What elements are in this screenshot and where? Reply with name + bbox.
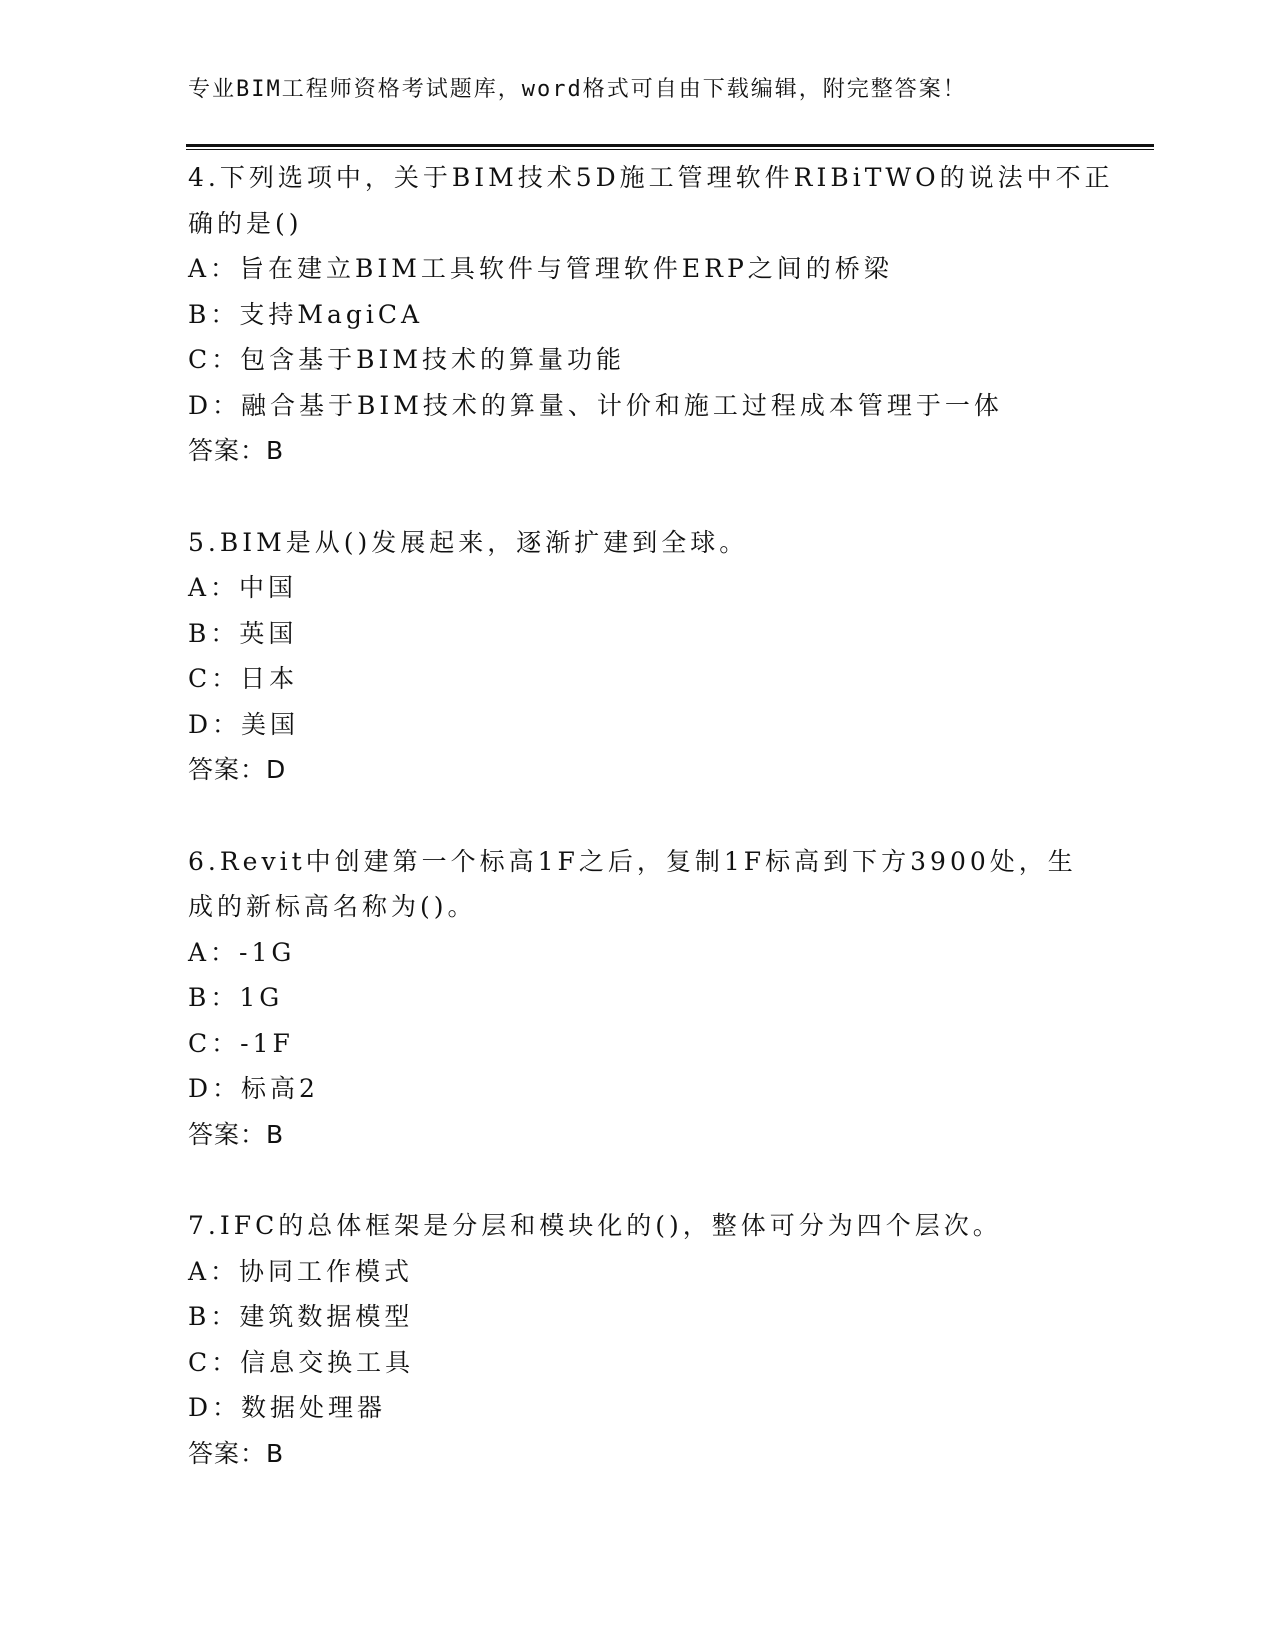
question-stem: 确的是() (188, 208, 303, 238)
option-b: B：英国 (188, 618, 298, 648)
option-b: B：支持MagiCA (188, 299, 424, 329)
option-d: D：标高2 (188, 1074, 319, 1103)
option-c: C：-1F (188, 1028, 294, 1058)
option-d: D：融合基于BIM技术的算量、计价和施工过程成本管理于一体 (188, 390, 1003, 420)
option-d: D：数据处理器 (188, 1393, 387, 1422)
question-stem: 4.下列选项中，关于BIM技术5D施工管理软件RIBiTWO的说法中不正 (188, 163, 1114, 192)
answer-text: 答案：B (188, 1119, 285, 1149)
option-b: B：建筑数据模型 (188, 1302, 414, 1331)
option-c: C：信息交换工具 (188, 1347, 415, 1377)
header-divider (186, 144, 1154, 150)
answer-text: 答案：B (188, 436, 285, 465)
page-header: 专业BIM工程师资格考试题库，word格式可自由下载编辑，附完整答案！ (188, 77, 967, 102)
question-4 (188, 155, 1114, 474)
option-c: C：日本 (188, 664, 299, 693)
option-a: A：-1G (188, 937, 296, 967)
question-stem: 5.BIM是从()发展起来，逐渐扩建到全球。 (188, 527, 749, 557)
answer-text: 答案：B (188, 1438, 285, 1468)
question-stem: 成的新标高名称为()。 (188, 892, 477, 921)
question-stem: 6.Revit中创建第一个标高1F之后，复制1F标高到下方3900处，生 (188, 846, 1077, 876)
option-a: A：旨在建立BIM工具软件与管理软件ERP之间的桥梁 (188, 254, 893, 283)
option-b: B：1G (188, 983, 284, 1012)
answer-text: 答案：D (188, 755, 287, 784)
question-5 (188, 520, 1088, 793)
question-list (188, 155, 1114, 1522)
option-a: A：中国 (188, 573, 298, 602)
question-6 (188, 839, 1088, 1158)
question-stem: 7.IFC的总体框架是分层和模块化的()，整体可分为四个层次。 (188, 1211, 1002, 1240)
option-c: C：包含基于BIM技术的算量功能 (188, 345, 625, 374)
question-7 (188, 1203, 1088, 1476)
option-d: D：美国 (188, 709, 300, 739)
option-a: A：协同工作模式 (188, 1256, 414, 1286)
